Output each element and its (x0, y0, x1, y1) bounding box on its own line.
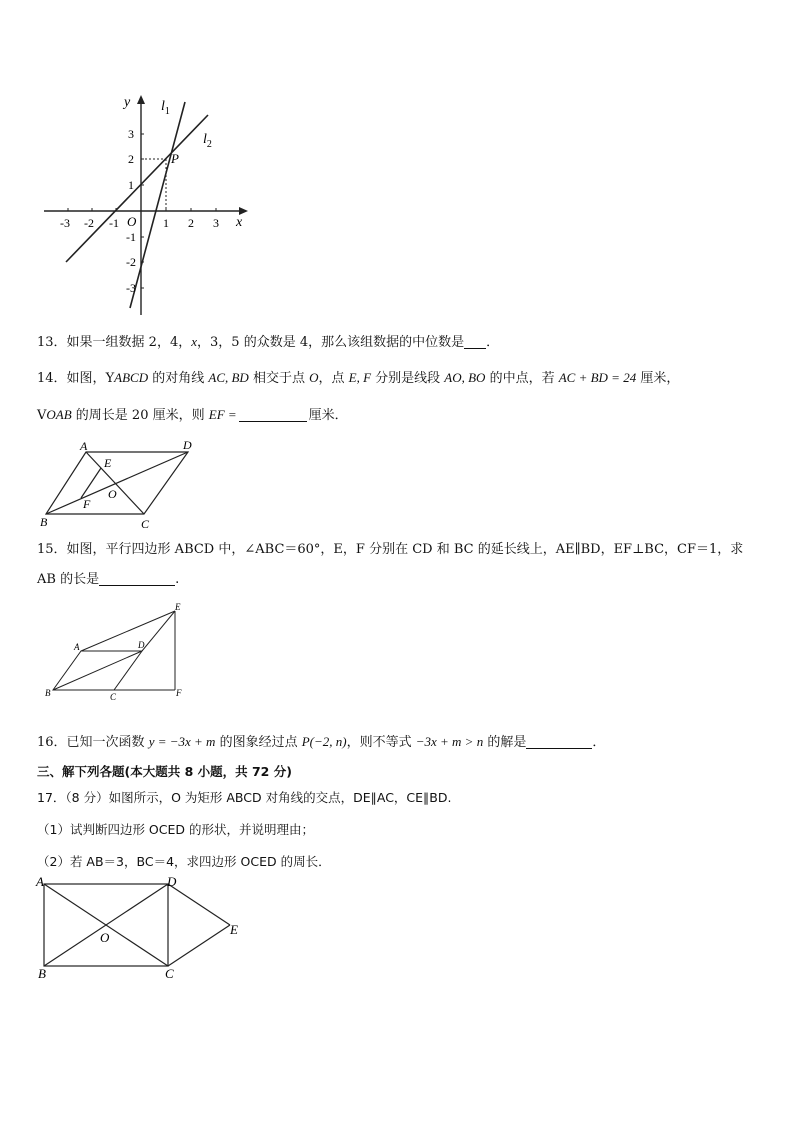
question-number: 13． (37, 335, 67, 350)
label-b: B (40, 515, 48, 529)
line1-label: $l_1$ (161, 99, 170, 117)
y-tick-label: -1 (126, 230, 136, 244)
label-e: E (104, 456, 112, 470)
question-15-line2: AB 的长是 . (37, 572, 180, 587)
answer-blank[interactable] (239, 407, 307, 422)
origin-label: O (127, 214, 137, 229)
segment-ae (81, 611, 175, 651)
label-a: A (74, 642, 80, 652)
label-o: O (108, 487, 117, 501)
question-number: 16． (37, 735, 67, 750)
question-16: 16．已知一次函数 y = −3x + m 的图象经过点 P(−2, n)，则不等式 −3x + m > n 的解是 ． (37, 734, 606, 750)
question-14-line1: 14．如图，YABCD 的对角线 AC, BD 相交于点 O，点 E, F 分别是线段 AO, BO 的中点，若 AC + BD = 24 厘米， (37, 370, 680, 386)
segment-de (168, 884, 230, 925)
question-14-line2: VOAB 的周长是 20 厘米，则 EF = 厘米． (37, 407, 348, 423)
y-tick-label: -3 (126, 281, 136, 295)
line-l1 (130, 102, 185, 308)
label-f: F (83, 497, 91, 511)
answer-blank[interactable] (526, 734, 592, 749)
y-axis-arrow (137, 95, 145, 104)
x-tick-label: 1 (163, 216, 169, 230)
label-e: E (175, 602, 181, 612)
label-d: D (167, 874, 177, 889)
label-e: E (230, 922, 238, 937)
label-a: A (36, 874, 44, 889)
y-tick-label: 3 (128, 127, 134, 141)
section-heading: 三、解下列各题(本大题共 8 小题，共 72 分) (37, 764, 292, 779)
label-a: A (80, 439, 88, 453)
point-p-label: P (171, 151, 179, 166)
label-d: D (138, 640, 145, 650)
question-17-part2: （2）若 AB＝3，BC＝4，求四边形 OCED 的周长． (37, 854, 331, 869)
diagonal-ac (86, 452, 144, 514)
rectangle-figure-q17 (36, 874, 246, 984)
line2-label: $l_2$ (203, 132, 212, 150)
label-f: F (176, 688, 182, 698)
label-d: D (183, 438, 192, 452)
x-axis-arrow (239, 207, 248, 215)
line-l2 (66, 115, 208, 262)
segment-ce (168, 925, 230, 966)
coordinate-graph (40, 90, 260, 320)
question-number: 14． (37, 371, 67, 386)
parallelogram-figure-q14 (38, 440, 208, 530)
question-number: 15． (37, 542, 67, 557)
answer-blank[interactable] (99, 571, 175, 586)
label-c: C (141, 517, 150, 531)
label-c: C (110, 692, 117, 702)
segment-ef (81, 468, 101, 498)
y-tick-label: 2 (128, 152, 134, 166)
question-17: 17．（8 分）如图所示，O 为矩形 ABCD 对角线的交点，DE∥AC，CE∥BD. (37, 790, 452, 805)
x-tick-label: -1 (109, 216, 119, 230)
y-tick-label: 1 (128, 178, 134, 192)
question-13: 13．如果一组数据 2，4，x，3，5 的众数是 4，那么该组数据的中位数是 ． (37, 334, 500, 350)
x-tick-label: -3 (60, 216, 70, 230)
x-tick-label: 3 (213, 216, 219, 230)
label-o: O (100, 930, 110, 945)
x-tick-label: 2 (188, 216, 194, 230)
label-b: B (38, 966, 46, 981)
segment-de (142, 611, 175, 651)
segment-bd (53, 651, 142, 690)
question-15-line1: 15．如图，平行四边形 ABCD 中，∠ABC＝60°，E，F 分别在 CD 和 BC 的延长线上，AE∥BD，EF⊥BC，CF＝1，求 (37, 542, 744, 557)
answer-blank[interactable] (464, 334, 486, 349)
label-b: B (45, 688, 51, 698)
label-c: C (165, 966, 174, 981)
x-tick-label: -2 (84, 216, 94, 230)
parallelogram-figure-q15 (42, 600, 192, 700)
x-axis-label: x (236, 215, 243, 230)
y-axis-label: y (124, 95, 131, 110)
y-tick-label: -2 (126, 255, 136, 269)
question-17-part1: （1）试判断四边形 OCED 的形状，并说明理由； (37, 822, 314, 837)
